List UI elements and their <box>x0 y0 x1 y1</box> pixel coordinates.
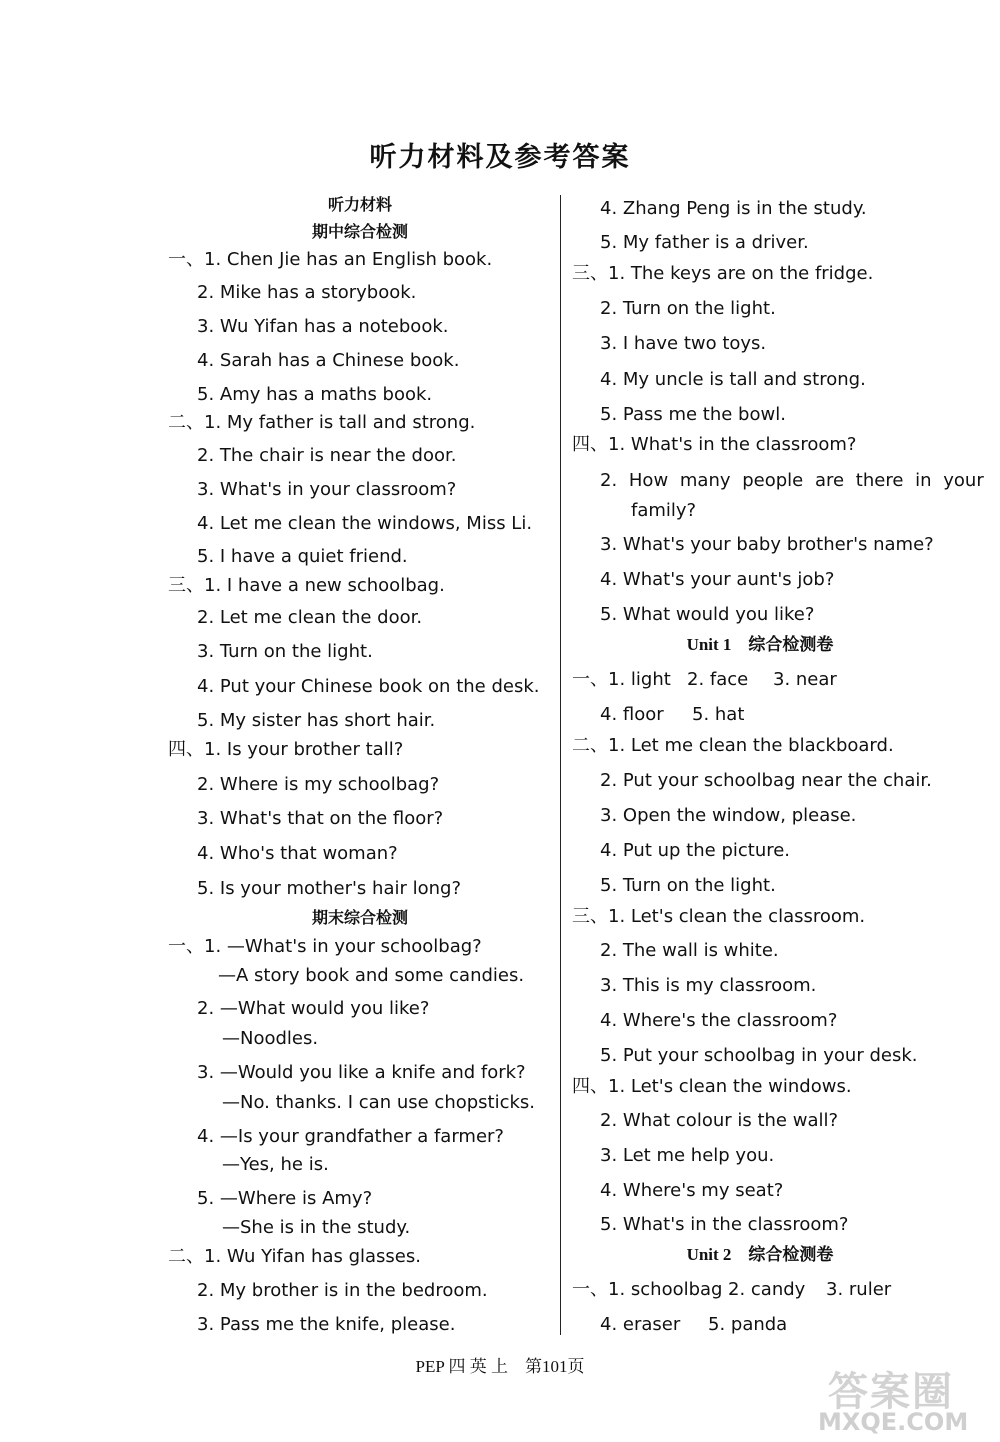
section-marker: 一、 <box>168 936 204 957</box>
list-item: 2. candy <box>728 1279 806 1300</box>
section-heading-listening: 听力材料 <box>327 195 392 214</box>
list-item: 一、1. schoolbag <box>572 1279 723 1300</box>
list-item: 2. My brother is in the bedroom. <box>197 1280 488 1301</box>
list-item: —No. thanks. I can use chopsticks. <box>222 1092 536 1113</box>
list-item: 4. Who's that woman? <box>197 843 398 864</box>
list-item: 2. What colour is the wall? <box>600 1110 839 1131</box>
list-item: 5. My father is a driver. <box>600 232 809 253</box>
page-title: 听力材料及参考答案 <box>369 142 631 173</box>
list-item: 2. How many people are there in your <box>600 470 984 491</box>
list-item: 4. Where's the classroom? <box>600 1010 838 1031</box>
section-marker: 三、 <box>572 906 608 927</box>
section-marker: 一、 <box>168 249 204 270</box>
list-item: 三、1. I have a new schoolbag. <box>168 575 445 596</box>
list-item: 2. face <box>687 669 749 690</box>
section-marker: 三、 <box>168 575 204 596</box>
list-item: 四、1. What's in the classroom? <box>572 434 857 455</box>
list-item: —Yes, he is. <box>222 1154 329 1175</box>
list-item: family? <box>631 500 697 521</box>
list-item: 2. Put your schoolbag near the chair. <box>600 770 932 791</box>
list-item: 5. Amy has a maths book. <box>197 384 433 405</box>
list-item: 5. What would you like? <box>600 604 815 625</box>
list-item: 4. Let me clean the windows, Miss Li. <box>197 513 533 534</box>
list-item: 3. What's your baby brother's name? <box>600 534 934 555</box>
list-item: 5. hat <box>692 704 745 725</box>
list-item: 5. panda <box>708 1314 788 1335</box>
list-item: 3. ruler <box>826 1279 892 1300</box>
list-item: 3. I have two toys. <box>600 333 767 354</box>
list-item: 5. Pass me the bowl. <box>600 404 786 425</box>
list-item: 一、1. —What's in your schoolbag? <box>168 936 482 957</box>
list-item: 4. eraser <box>600 1314 681 1335</box>
unit1-heading: Unit 1 综合检测卷 <box>686 635 834 654</box>
list-item: 4. Zhang Peng is in the study. <box>600 198 867 219</box>
list-item: 5. Turn on the light. <box>600 875 776 896</box>
section-marker: 四、 <box>168 739 204 760</box>
section-marker: 三、 <box>572 263 608 284</box>
list-item: 3. What's that on the floor? <box>197 808 444 829</box>
list-item: —A story book and some candies. <box>218 965 525 986</box>
list-item: 3. Open the window, please. <box>600 805 857 826</box>
list-item: 4. What's your aunt's job? <box>600 569 835 590</box>
list-item: 一、1. light <box>572 669 671 690</box>
list-item: 三、1. Let's clean the classroom. <box>572 906 866 927</box>
list-item: 3. What's in your classroom? <box>197 479 457 500</box>
list-item: 2. Let me clean the door. <box>197 607 423 628</box>
list-item: 5. I have a quiet friend. <box>197 546 408 567</box>
list-item: 4. floor <box>600 704 664 725</box>
section-marker: 二、 <box>168 412 204 433</box>
list-item: 5. My sister has short hair. <box>197 710 436 731</box>
list-item: 4. Sarah has a Chinese book. <box>197 350 460 371</box>
list-item: 2. —What would you like? <box>197 998 430 1019</box>
list-item: 4. —Is your grandfather a farmer? <box>197 1126 504 1147</box>
list-item: 2. Mike has a storybook. <box>197 282 417 303</box>
list-item: 四、1. Let's clean the windows. <box>572 1076 852 1097</box>
list-item: —Noodles. <box>222 1028 319 1049</box>
list-item: 4. My uncle is tall and strong. <box>600 369 866 390</box>
list-item: 3. Wu Yifan has a notebook. <box>197 316 449 337</box>
list-item: 3. Pass me the knife, please. <box>197 1314 456 1335</box>
section-marker: 四、 <box>572 1076 608 1097</box>
list-item: 5. What's in the classroom? <box>600 1214 849 1235</box>
list-item: 二、1. Let me clean the blackboard. <box>572 735 894 756</box>
page-footer: PEP 四 英 上 第101页 <box>415 1357 585 1376</box>
section-marker: 一、 <box>572 1279 608 1300</box>
list-item: 5. Put your schoolbag in your desk. <box>600 1045 918 1066</box>
list-item: 4. Put up the picture. <box>600 840 791 861</box>
list-item: 2. Turn on the light. <box>600 298 776 319</box>
list-item: 5. Is your mother's hair long? <box>197 878 461 899</box>
watermark-url: MXQE.COM <box>818 1408 969 1436</box>
list-item: 3. This is my classroom. <box>600 975 817 996</box>
list-item: 二、1. My father is tall and strong. <box>168 412 476 433</box>
list-item: —She is in the study. <box>222 1217 411 1238</box>
list-item: 4. Put your Chinese book on the desk. <box>197 676 540 697</box>
section-marker: 二、 <box>168 1246 204 1267</box>
list-item: 3. —Would you like a knife and fork? <box>197 1062 526 1083</box>
list-item: 二、1. Wu Yifan has glasses. <box>168 1246 421 1267</box>
watermark-logo: 答案圈 <box>828 1369 954 1415</box>
list-item: 一、1. Chen Jie has an English book. <box>168 249 493 270</box>
list-item: 2. Where is my schoolbag? <box>197 774 440 795</box>
section-marker: 二、 <box>572 735 608 756</box>
section-heading-midterm: 期中综合检测 <box>311 222 408 241</box>
list-item: 4. Where's my seat? <box>600 1180 784 1201</box>
column-divider <box>560 195 561 1335</box>
list-item: 四、1. Is your brother tall? <box>168 739 404 760</box>
list-item: 5. —Where is Amy? <box>197 1188 373 1209</box>
section-heading-final: 期末综合检测 <box>311 908 408 927</box>
unit2-heading: Unit 2 综合检测卷 <box>686 1245 834 1264</box>
list-item: 2. The chair is near the door. <box>197 445 457 466</box>
list-item: 三、1. The keys are on the fridge. <box>572 263 874 284</box>
list-item: 3. near <box>773 669 837 690</box>
watermark <box>818 1360 993 1438</box>
list-item: 2. The wall is white. <box>600 940 779 961</box>
list-item: 3. Let me help you. <box>600 1145 775 1166</box>
section-marker: 一、 <box>572 669 608 690</box>
section-marker: 四、 <box>572 434 608 455</box>
list-item: 3. Turn on the light. <box>197 641 373 662</box>
